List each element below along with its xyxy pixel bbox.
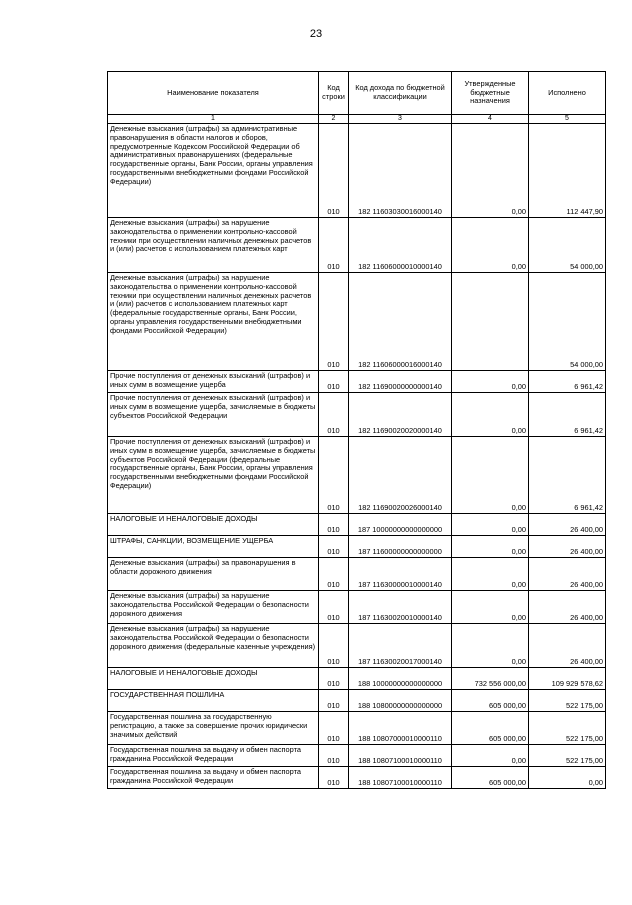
executed-amount-cell: 0,00 bbox=[529, 767, 606, 789]
table-row bbox=[108, 273, 606, 371]
indicator-name-cell: Денежные взыскания (штрафы) за административные правонарушения в области налогов и сборов, предусмотренные Кодексом Российской Федерации об административных правонарушениях (федеральные государственные органы, Банк России, органы управления государственными внебюджетными фондами Российской Федерации) bbox=[108, 124, 319, 218]
column-number: 4 bbox=[452, 115, 529, 124]
indicator-name-cell: Прочие поступления от денежных взысканий (штрафов) и иных сумм в возмещение ущерба bbox=[108, 371, 319, 393]
executed-amount-cell: 112 447,90 bbox=[529, 124, 606, 218]
executed-amount-cell: 26 400,00 bbox=[529, 591, 606, 624]
executed-amount-cell: 6 961,42 bbox=[529, 371, 606, 393]
income-code-cell: 187 11600000000000000 bbox=[349, 536, 452, 558]
approved-amount-cell bbox=[452, 273, 529, 371]
line-code-cell: 010 bbox=[319, 124, 349, 218]
line-code-cell: 010 bbox=[319, 712, 349, 745]
approved-amount-cell: 605 000,00 bbox=[452, 767, 529, 789]
line-code-cell: 010 bbox=[319, 690, 349, 712]
column-number: 3 bbox=[349, 115, 452, 124]
header-indicator-name: Наименование показателя bbox=[108, 72, 319, 115]
executed-amount-cell: 522 175,00 bbox=[529, 745, 606, 767]
indicator-name-cell: НАЛОГОВЫЕ И НЕНАЛОГОВЫЕ ДОХОДЫ bbox=[108, 514, 319, 536]
income-code-cell: 187 11630020017000140 bbox=[349, 624, 452, 668]
executed-amount-cell: 522 175,00 bbox=[529, 690, 606, 712]
indicator-name-cell: Государственная пошлина за государственную регистрацию, а также за совершение прочих юридически значимых действий bbox=[108, 712, 319, 745]
indicator-name-cell: Денежные взыскания (штрафы) за нарушение законодательства Российской Федерации о безопасности дорожного движения (федеральные казенные учреждения) bbox=[108, 624, 319, 668]
income-code-cell: 182 11690020026000140 bbox=[349, 437, 452, 514]
approved-amount-cell: 0,00 bbox=[452, 591, 529, 624]
approved-amount-cell: 605 000,00 bbox=[452, 712, 529, 745]
income-code-cell: 188 10807100010000110 bbox=[349, 767, 452, 789]
income-code-cell: 182 11606000010000140 bbox=[349, 218, 452, 273]
executed-amount-cell: 6 961,42 bbox=[529, 437, 606, 514]
indicator-name-cell: Прочие поступления от денежных взысканий (штрафов) и иных сумм в возмещение ущерба, зачисляемые в бюджеты субъектов Российской Федерации (федеральные государственные органы, Банк России, органы управления государственными внебюджетными фондами Российской Федерации) bbox=[108, 437, 319, 514]
executed-amount-cell: 54 000,00 bbox=[529, 218, 606, 273]
approved-amount-cell: 0,00 bbox=[452, 124, 529, 218]
indicator-name-cell: НАЛОГОВЫЕ И НЕНАЛОГОВЫЕ ДОХОДЫ bbox=[108, 668, 319, 690]
table-row bbox=[108, 767, 606, 789]
line-code-cell: 010 bbox=[319, 273, 349, 371]
page-number: 23 bbox=[309, 28, 323, 40]
line-code-cell: 010 bbox=[319, 558, 349, 591]
table-header-row bbox=[108, 72, 606, 115]
table-row bbox=[108, 514, 606, 536]
approved-amount-cell: 605 000,00 bbox=[452, 690, 529, 712]
indicator-name-cell: Денежные взыскания (штрафы) за нарушение законодательства Российской Федерации о безопасности дорожного движения bbox=[108, 591, 319, 624]
executed-amount-cell: 54 000,00 bbox=[529, 273, 606, 371]
line-code-cell: 010 bbox=[319, 624, 349, 668]
line-code-cell: 010 bbox=[319, 591, 349, 624]
table-row bbox=[108, 558, 606, 591]
line-code-cell: 010 bbox=[319, 393, 349, 437]
approved-amount-cell: 732 556 000,00 bbox=[452, 668, 529, 690]
table-row bbox=[108, 668, 606, 690]
indicator-name-cell: ГОСУДАРСТВЕННАЯ ПОШЛИНА bbox=[108, 690, 319, 712]
income-code-cell: 188 10800000000000000 bbox=[349, 690, 452, 712]
header-approved-budget: Утвержденные бюджетные назначения bbox=[452, 72, 529, 115]
line-code-cell: 010 bbox=[319, 437, 349, 514]
indicator-name-cell: Государственная пошлина за выдачу и обмен паспорта гражданина Российской Федерации bbox=[108, 745, 319, 767]
income-code-cell: 187 11630000010000140 bbox=[349, 558, 452, 591]
income-code-cell: 188 10807000010000110 bbox=[349, 712, 452, 745]
table-row bbox=[108, 536, 606, 558]
income-code-cell: 188 10000000000000000 bbox=[349, 668, 452, 690]
approved-amount-cell: 0,00 bbox=[452, 745, 529, 767]
header-executed: Исполнено bbox=[529, 72, 606, 115]
table-row bbox=[108, 393, 606, 437]
table-row bbox=[108, 690, 606, 712]
approved-amount-cell: 0,00 bbox=[452, 536, 529, 558]
executed-amount-cell: 26 400,00 bbox=[529, 558, 606, 591]
line-code-cell: 010 bbox=[319, 218, 349, 273]
executed-amount-cell: 26 400,00 bbox=[529, 514, 606, 536]
table-row bbox=[108, 371, 606, 393]
executed-amount-cell: 109 929 578,62 bbox=[529, 668, 606, 690]
line-code-cell: 010 bbox=[319, 668, 349, 690]
approved-amount-cell: 0,00 bbox=[452, 514, 529, 536]
column-number: 1 bbox=[108, 115, 319, 124]
income-code-cell: 182 11603030016000140 bbox=[349, 124, 452, 218]
approved-amount-cell: 0,00 bbox=[452, 371, 529, 393]
indicator-name-cell: Прочие поступления от денежных взысканий (штрафов) и иных сумм в возмещение ущерба, зачисляемые в бюджеты субъектов Российской Федерации bbox=[108, 393, 319, 437]
column-number: 5 bbox=[529, 115, 606, 124]
income-code-cell: 187 11630020010000140 bbox=[349, 591, 452, 624]
column-number-row bbox=[108, 115, 606, 124]
approved-amount-cell: 0,00 bbox=[452, 558, 529, 591]
income-code-cell: 182 11690020020000140 bbox=[349, 393, 452, 437]
indicator-name-cell: ШТРАФЫ, САНКЦИИ, ВОЗМЕЩЕНИЕ УЩЕРБА bbox=[108, 536, 319, 558]
table-row bbox=[108, 124, 606, 218]
executed-amount-cell: 26 400,00 bbox=[529, 536, 606, 558]
indicator-name-cell: Государственная пошлина за выдачу и обмен паспорта гражданина Российской Федерации bbox=[108, 767, 319, 789]
line-code-cell: 010 bbox=[319, 767, 349, 789]
table-row bbox=[108, 218, 606, 273]
column-number: 2 bbox=[319, 115, 349, 124]
approved-amount-cell: 0,00 bbox=[452, 437, 529, 514]
line-code-cell: 010 bbox=[319, 745, 349, 767]
executed-amount-cell: 26 400,00 bbox=[529, 624, 606, 668]
executed-amount-cell: 6 961,42 bbox=[529, 393, 606, 437]
table-row bbox=[108, 591, 606, 624]
indicator-name-cell: Денежные взыскания (штрафы) за нарушение законодательства о применении контрольно-кассовой техники при осуществлении наличных денежных расчетов и (или) расчетов с использованием платежных карт (федеральные государственные органы, Банк России, органы управления государственными внебюджетными фондами Российской Федерации) bbox=[108, 273, 319, 371]
income-code-cell: 187 10000000000000000 bbox=[349, 514, 452, 536]
table-row bbox=[108, 437, 606, 514]
budget-execution-table bbox=[107, 71, 606, 789]
income-code-cell: 182 11606000016000140 bbox=[349, 273, 452, 371]
indicator-name-cell: Денежные взыскания (штрафы) за нарушение законодательства о применении контрольно-кассовой техники при осуществлении наличных денежных расчетов и (или) расчетов с использованием платежных карт bbox=[108, 218, 319, 273]
indicator-name-cell: Денежные взыскания (штрафы) за правонарушения в области дорожного движения bbox=[108, 558, 319, 591]
table-row bbox=[108, 712, 606, 745]
table-row bbox=[108, 745, 606, 767]
header-income-code: Код дохода по бюджетной классификации bbox=[349, 72, 452, 115]
income-code-cell: 182 11690000000000140 bbox=[349, 371, 452, 393]
approved-amount-cell: 0,00 bbox=[452, 218, 529, 273]
line-code-cell: 010 bbox=[319, 536, 349, 558]
income-code-cell: 188 10807100010000110 bbox=[349, 745, 452, 767]
executed-amount-cell: 522 175,00 bbox=[529, 712, 606, 745]
approved-amount-cell: 0,00 bbox=[452, 393, 529, 437]
table-row bbox=[108, 624, 606, 668]
line-code-cell: 010 bbox=[319, 371, 349, 393]
header-line-code: Код строки bbox=[319, 72, 349, 115]
line-code-cell: 010 bbox=[319, 514, 349, 536]
approved-amount-cell: 0,00 bbox=[452, 624, 529, 668]
